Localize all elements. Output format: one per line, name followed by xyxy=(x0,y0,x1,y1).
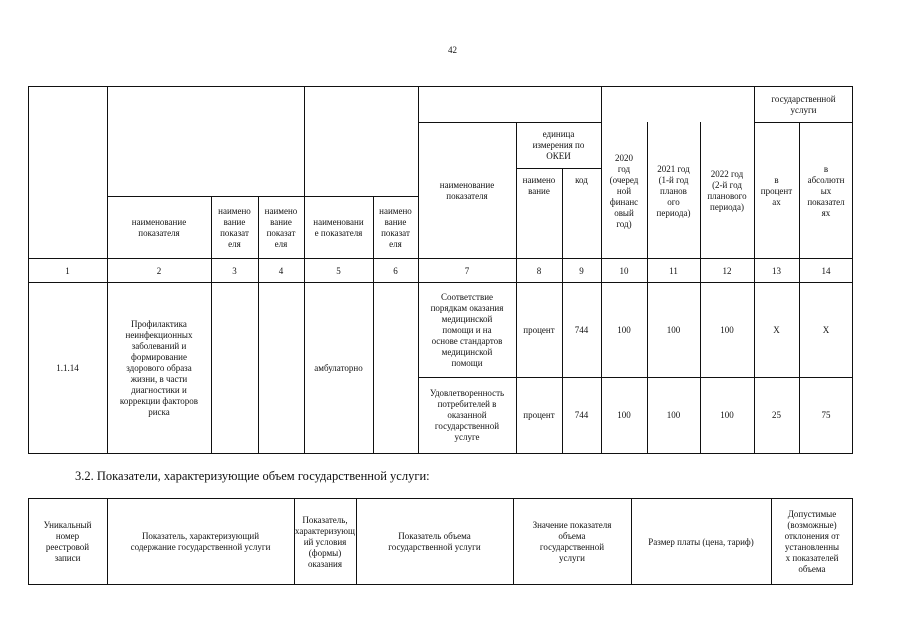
header-col2: наименование показателя xyxy=(131,216,187,238)
indicator-unit: процент xyxy=(523,410,555,420)
header-in-absolute: в абсолютн ых показател ях xyxy=(807,163,845,218)
column-number: 12 xyxy=(722,265,732,276)
indicator-unit: процент xyxy=(523,325,555,335)
column-number: 3 xyxy=(232,265,237,276)
column-number: 4 xyxy=(278,265,284,276)
indicator-2020: 100 xyxy=(617,410,631,420)
header-col3: наимено вание показат еля xyxy=(218,205,251,249)
header-year-2020: 2020 год (очеред ной финанс овый год) xyxy=(609,152,639,229)
indicator-2022: 100 xyxy=(720,325,734,335)
column-number: 11 xyxy=(669,265,678,276)
column-number: 9 xyxy=(579,265,584,276)
column-number: 10 xyxy=(619,265,629,276)
indicator-2022: 100 xyxy=(720,410,734,420)
column-number: 14 xyxy=(821,265,831,276)
column-number: 1 xyxy=(65,265,70,276)
service-content: Профилактика неинфекционных заболеваний и формирование здорового образа жизни, в части диагностики и коррекции факторов риска xyxy=(119,318,199,417)
indicator-2021: 100 xyxy=(666,410,681,420)
header-state-service: государственной услуги xyxy=(771,93,836,115)
indicator-name: Соответствие порядкам оказания медицинской помощи и на основе стандартов медицинской помощи xyxy=(430,292,504,368)
header-unit-code: код xyxy=(575,175,588,185)
indicator-code: 744 xyxy=(574,325,589,335)
header-in-percent: в процент ах xyxy=(760,174,793,207)
header-col4: наимено вание показат еля xyxy=(264,205,298,249)
column-number: 8 xyxy=(536,265,542,276)
page-number: 42 xyxy=(448,45,457,55)
indicator-deviation-percent: 25 xyxy=(772,410,781,420)
column-number: 7 xyxy=(464,265,470,276)
header-indicator-name-main: наименование показателя xyxy=(439,180,495,201)
service-condition: амбулаторно xyxy=(314,362,363,373)
indicator-deviation-absolute: X xyxy=(822,325,830,335)
volume-header-fee: Размер платы (цена, тариф) xyxy=(648,536,754,547)
indicator-deviation-percent: X xyxy=(773,325,780,335)
column-number: 13 xyxy=(772,265,781,276)
volume-header-deviation: Допустимые (возможные) отклонения от установленны х показателей объема xyxy=(784,509,840,574)
header-year-2022: 2022 год (2-й год планового периода) xyxy=(707,169,747,212)
indicator-2021: 100 xyxy=(666,325,681,335)
header-col5: наименовани е показателя xyxy=(313,216,364,238)
registry-code: 1.1.14 xyxy=(56,362,79,373)
column-number: 5 xyxy=(336,265,341,276)
section-title: 3.2. Показатели, характеризующие объем государственной услуги: xyxy=(75,469,430,483)
volume-header-value: Значение показателя объема государственной услуги xyxy=(532,520,612,563)
indicator-deviation-absolute: 75 xyxy=(821,410,831,420)
header-year-2021: 2021 год (1-й год планов ого периода) xyxy=(656,163,691,218)
volume-header-indicator: Показатель объема государственной услуги xyxy=(388,531,481,552)
indicator-name: Удовлетворенность потребителей в оказанной государственной услуге xyxy=(429,388,505,442)
header-col6: наимено вание показат еля xyxy=(379,205,412,249)
header-unit-name: наимено вание xyxy=(522,175,556,196)
volume-header-content: Показатель, характеризующий содержание государственной услуги xyxy=(130,531,271,552)
indicator-code: 744 xyxy=(574,410,589,420)
volume-header-conditions: Показатель, характеризующ ий условия (формы) оказания xyxy=(295,514,355,569)
volume-header-registry-number: Уникальный номер реестровой записи xyxy=(43,520,92,563)
column-number: 2 xyxy=(156,265,162,276)
indicator-2020: 100 xyxy=(617,325,631,335)
header-okei-unit: единица измерения по ОКЕИ xyxy=(532,129,585,161)
column-number: 6 xyxy=(393,265,398,276)
